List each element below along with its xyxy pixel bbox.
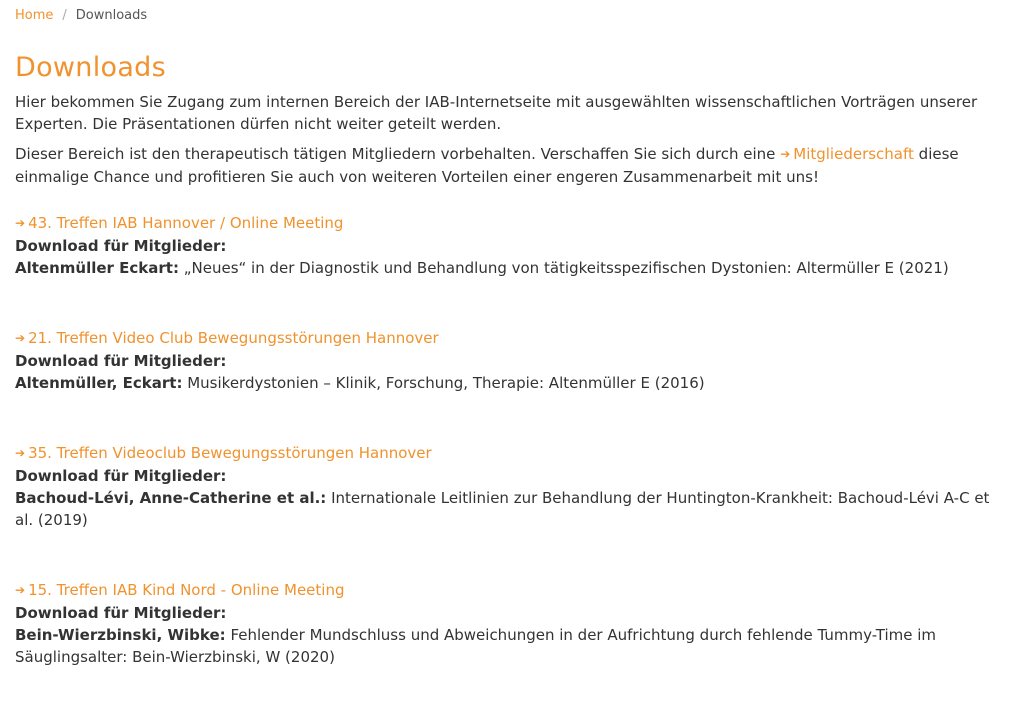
entry-title: 21. Treffen Video Club Bewegungsstörungen Hannover <box>28 329 439 347</box>
download-label: Download für Mitglieder: <box>15 604 227 622</box>
entry-download-line[interactable] <box>15 372 1009 394</box>
entry-title: 43. Treffen IAB Hannover / Online Meeting <box>28 214 344 232</box>
intro-p2-text-before: Dieser Bereich ist den therapeutisch tätigen Mitgliedern vorbehalten. Verschaffen Sie sich durch eine <box>15 145 781 163</box>
breadcrumb-home-link[interactable]: Home <box>15 7 54 23</box>
download-label: Download für Mitglieder: <box>15 352 227 370</box>
page-title: Downloads <box>15 52 166 83</box>
breadcrumb-separator: / <box>62 7 67 23</box>
entry-download-line[interactable] <box>15 487 1009 531</box>
entry-title-link[interactable] <box>15 444 432 462</box>
arrow-right-icon: ➔ <box>15 446 26 460</box>
download-entry <box>15 579 1009 668</box>
entry-title: 15. Treffen IAB Kind Nord - Online Meeting <box>28 581 345 599</box>
arrow-right-icon: ➔ <box>15 583 26 597</box>
entry-title-link[interactable] <box>15 214 343 232</box>
entry-author: Altenmüller Eckart: <box>15 259 179 277</box>
arrow-right-icon: ➔ <box>780 147 791 161</box>
breadcrumb-current: Downloads <box>75 7 148 23</box>
intro-p2-text-after: diese einmalige Chance und profitieren Sie auch von weiteren Vorteilen einer engeren Zusammenarbeit mit uns! <box>15 145 959 186</box>
intro-paragraph-2 <box>15 143 1009 188</box>
arrow-right-icon: ➔ <box>15 331 26 345</box>
intro-paragraph-1: Hier bekommen Sie Zugang zum internen Bereich der IAB-Internetseite mit ausgewählten wissenschaftlichen Vorträgen unserer Experten. Die Präsentationen dürfen nicht weiter geteilt werden. <box>15 93 978 133</box>
entry-author: Altenmüller, Eckart: <box>15 374 183 392</box>
entry-author: Bein-Wierzbinski, Wibke: <box>15 626 226 644</box>
download-entry <box>15 212 1009 279</box>
arrow-right-icon: ➔ <box>15 216 26 230</box>
download-label: Download für Mitglieder: <box>15 467 227 485</box>
membership-link-label: Mitgliederschaft <box>793 145 914 163</box>
entry-title: 35. Treffen Videoclub Bewegungsstörungen Hannover <box>28 444 432 462</box>
entry-description: Musikerdystonien – Klinik, Forschung, Therapie: Altenmüller E (2016) <box>182 374 705 392</box>
download-entry <box>15 327 1009 394</box>
entry-description: Fehlender Mundschluss und Abweichungen in der Aufrichtung durch fehlende Tummy-Time im Säuglingsalter: Bein-Wierzbinski, W (2020) <box>15 626 937 666</box>
entry-download-line[interactable] <box>15 624 1009 668</box>
download-entry <box>15 442 1009 531</box>
breadcrumb <box>15 0 1009 30</box>
entry-author: Bachoud-Lévi, Anne-Catherine et al.: <box>15 489 327 507</box>
entry-description: „Neues“ in der Diagnostik und Behandlung von tätigkeitsspezifischen Dystonien: Altermüller E (2021) <box>178 259 949 277</box>
entry-title-link[interactable] <box>15 581 345 599</box>
download-label: Download für Mitglieder: <box>15 237 227 255</box>
entry-description: Internationale Leitlinien zur Behandlung der Huntington-Krankheit: Bachoud-Lévi A-C et al. (2019) <box>15 489 990 529</box>
membership-link[interactable] <box>780 145 914 163</box>
entry-title-link[interactable] <box>15 329 439 347</box>
entry-download-line[interactable] <box>15 257 1009 279</box>
